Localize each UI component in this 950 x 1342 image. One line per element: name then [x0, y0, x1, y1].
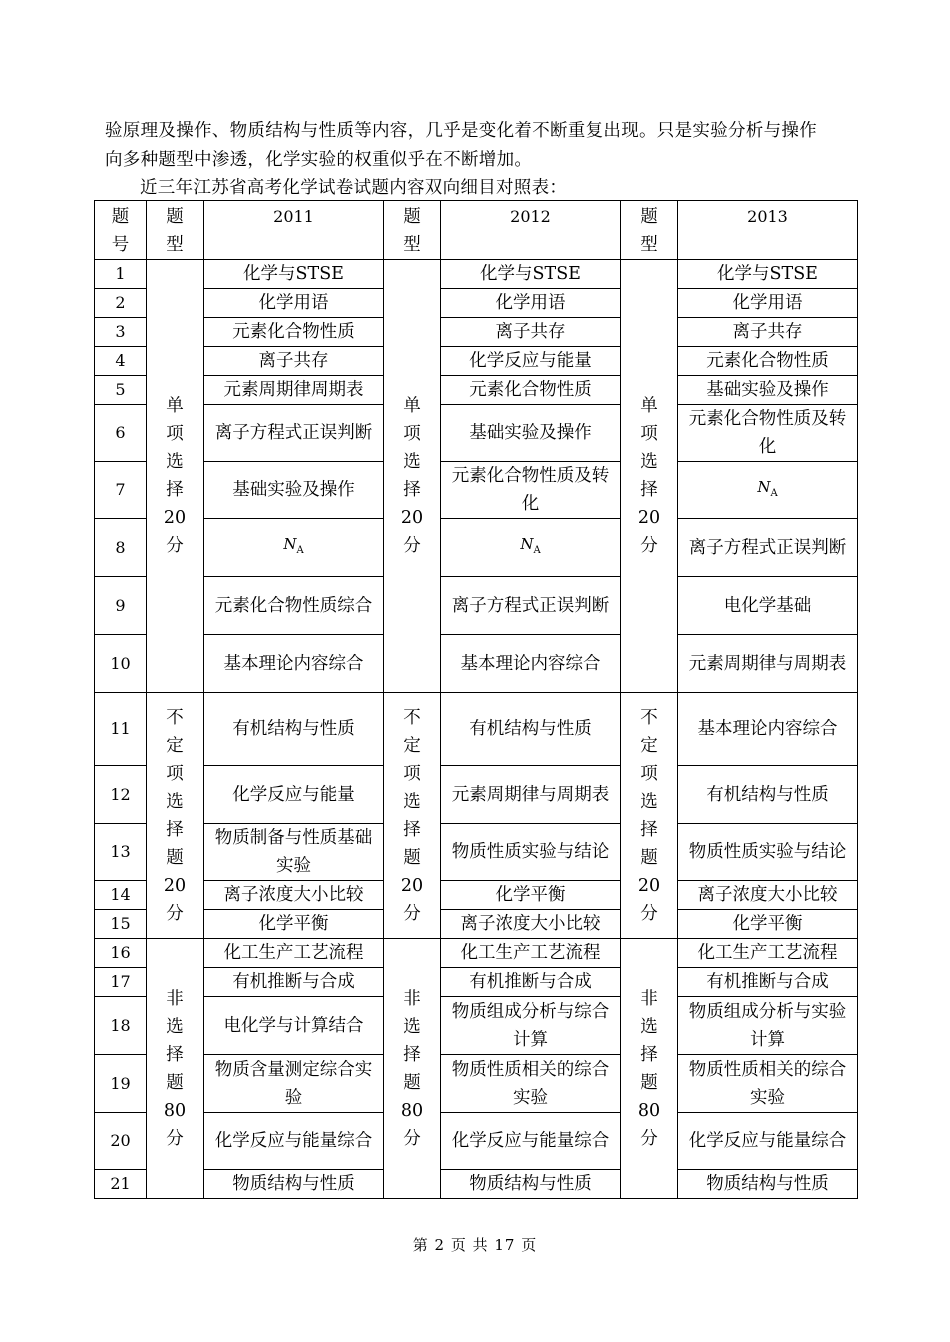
table-row — [95, 1055, 858, 1113]
intro-line-1: 验原理及操作、物质结构与性质等内容，几乎是变化着不断重复出现。只是实验分析与操作 — [105, 121, 817, 141]
cell-q21-c: 物质结构与性质 — [678, 1170, 858, 1199]
avogadro-symbol: $N_A$ — [757, 477, 778, 499]
table-caption: 近三年江苏省高考化学试卷试题内容双向细目对照表： — [140, 178, 568, 198]
table-row — [95, 766, 858, 824]
header-qnum: 题 号 — [95, 201, 147, 260]
cell-q17-b: 有机推断与合成 — [441, 968, 621, 997]
cell-q2-a: 化学用语 — [204, 289, 384, 318]
question-number: 6 — [95, 405, 147, 462]
cell-q6-b: 基础实验及操作 — [441, 405, 621, 462]
cell-q19-c: 物质性质相关的综合实验 — [678, 1055, 858, 1113]
header-qtype-2012: 题 型 — [384, 201, 441, 260]
question-number: 1 — [95, 260, 147, 289]
table-row — [95, 376, 858, 405]
cell-q11-c: 基本理论内容综合 — [678, 693, 858, 766]
cell-q15-b: 离子浓度大小比较 — [441, 910, 621, 939]
cell-q3-a: 元素化合物性质 — [204, 318, 384, 347]
page-footer: 第 2 页 共 17 页 — [412, 1236, 538, 1254]
table-row — [95, 635, 858, 693]
cell-q15-c: 化学平衡 — [678, 910, 858, 939]
table-row — [95, 462, 858, 519]
table-row — [95, 405, 858, 462]
question-number: 8 — [95, 519, 147, 577]
cell-q13-c: 物质性质实验与结论 — [678, 824, 858, 881]
question-number: 11 — [95, 693, 147, 766]
cell-q20-a: 化学反应与能量综合 — [204, 1113, 384, 1170]
table-row — [95, 289, 858, 318]
cell-q5-a: 元素周期律周期表 — [204, 376, 384, 405]
cell-q19-b: 物质性质相关的综合实验 — [441, 1055, 621, 1113]
table-row — [95, 824, 858, 881]
table-row — [95, 910, 858, 939]
cell-q7-c — [678, 462, 858, 519]
cell-q8-b — [441, 519, 621, 577]
question-number: 12 — [95, 766, 147, 824]
question-number: 4 — [95, 347, 147, 376]
cell-q1-b: 化学与STSE — [441, 260, 621, 289]
table-row — [95, 577, 858, 635]
qtype-multi-choice-2013: 不 定 项 选 择 题 20 分 — [621, 693, 678, 939]
cell-q4-a: 离子共存 — [204, 347, 384, 376]
cell-q2-b: 化学用语 — [441, 289, 621, 318]
qtype-non-choice-2011: 非 选 择 题 80 分 — [147, 939, 204, 1199]
table-row — [95, 1113, 858, 1170]
cell-q10-b: 基本理论内容综合 — [441, 635, 621, 693]
cell-q9-b: 离子方程式正误判断 — [441, 577, 621, 635]
table-row — [95, 1170, 858, 1199]
question-number: 21 — [95, 1170, 147, 1199]
table-row — [95, 318, 858, 347]
table-row — [95, 693, 858, 766]
qtype-multi-choice-2011: 不 定 项 选 择 题 20 分 — [147, 693, 204, 939]
cell-q4-c: 元素化合物性质 — [678, 347, 858, 376]
question-number: 20 — [95, 1113, 147, 1170]
cell-q10-a: 基本理论内容综合 — [204, 635, 384, 693]
cell-q1-a: 化学与STSE — [204, 260, 384, 289]
cell-q10-c: 元素周期律与周期表 — [678, 635, 858, 693]
cell-q3-b: 离子共存 — [441, 318, 621, 347]
qtype-single-choice-2013: 单 项 选 择 20 分 — [621, 260, 678, 693]
qtype-multi-choice-2012: 不 定 项 选 择 题 20 分 — [384, 693, 441, 939]
cell-q12-b: 元素周期律与周期表 — [441, 766, 621, 824]
cell-q4-b: 化学反应与能量 — [441, 347, 621, 376]
question-number: 18 — [95, 997, 147, 1055]
cell-q16-a: 化工生产工艺流程 — [204, 939, 384, 968]
cell-q21-b: 物质结构与性质 — [441, 1170, 621, 1199]
question-number: 17 — [95, 968, 147, 997]
cell-q14-b: 化学平衡 — [441, 881, 621, 910]
cell-q18-a: 电化学与计算结合 — [204, 997, 384, 1055]
cell-q6-a: 离子方程式正误判断 — [204, 405, 384, 462]
cell-q9-a: 元素化合物性质综合 — [204, 577, 384, 635]
cell-q16-b: 化工生产工艺流程 — [441, 939, 621, 968]
cell-q16-c: 化工生产工艺流程 — [678, 939, 858, 968]
cell-q18-b: 物质组成分析与综合计算 — [441, 997, 621, 1055]
table-row — [95, 939, 858, 968]
question-number: 19 — [95, 1055, 147, 1113]
cell-q17-a: 有机推断与合成 — [204, 968, 384, 997]
cell-q2-c: 化学用语 — [678, 289, 858, 318]
intro-line-2: 向多种题型中渗透，化学实验的权重似乎在不断增加。 — [105, 150, 533, 170]
question-number: 13 — [95, 824, 147, 881]
cell-q7-a: 基础实验及操作 — [204, 462, 384, 519]
cell-q13-a: 物质制备与性质基础实验 — [204, 824, 384, 881]
cell-q8-a — [204, 519, 384, 577]
table-row — [95, 968, 858, 997]
cell-q3-c: 离子共存 — [678, 318, 858, 347]
cell-q13-b: 物质性质实验与结论 — [441, 824, 621, 881]
qtype-non-choice-2012: 非 选 择 题 80 分 — [384, 939, 441, 1199]
question-number: 9 — [95, 577, 147, 635]
question-number: 14 — [95, 881, 147, 910]
cell-q5-b: 元素化合物性质 — [441, 376, 621, 405]
cell-q12-c: 有机结构与性质 — [678, 766, 858, 824]
cell-q7-b: 元素化合物性质及转化 — [441, 462, 621, 519]
question-number: 2 — [95, 289, 147, 318]
header-qtype-2011: 题 型 — [147, 201, 204, 260]
question-number: 7 — [95, 462, 147, 519]
exam-content-table — [94, 200, 858, 1199]
table-row — [95, 347, 858, 376]
avogadro-symbol: $N_A$ — [520, 535, 541, 556]
cell-q11-b: 有机结构与性质 — [441, 693, 621, 766]
table-row — [95, 881, 858, 910]
avogadro-symbol: $N_A$ — [283, 535, 304, 556]
qtype-non-choice-2013: 非 选 择 题 80 分 — [621, 939, 678, 1199]
cell-q17-c: 有机推断与合成 — [678, 968, 858, 997]
cell-q9-c: 电化学基础 — [678, 577, 858, 635]
cell-q1-c: 化学与STSE — [678, 260, 858, 289]
cell-q14-a: 离子浓度大小比较 — [204, 881, 384, 910]
cell-q11-a: 有机结构与性质 — [204, 693, 384, 766]
header-2013: 2013 — [678, 201, 858, 260]
cell-q8-c: 离子方程式正误判断 — [678, 519, 858, 577]
question-number: 10 — [95, 635, 147, 693]
qtype-single-choice-2011: 单 项 选 择 20 分 — [147, 260, 204, 693]
cell-q21-a: 物质结构与性质 — [204, 1170, 384, 1199]
question-number: 5 — [95, 376, 147, 405]
cell-q5-c: 基础实验及操作 — [678, 376, 858, 405]
cell-q14-c: 离子浓度大小比较 — [678, 881, 858, 910]
table-row — [95, 260, 858, 289]
header-row — [95, 201, 858, 260]
cell-q18-c: 物质组成分析与实验计算 — [678, 997, 858, 1055]
question-number: 3 — [95, 318, 147, 347]
header-2012: 2012 — [441, 201, 621, 260]
question-number: 16 — [95, 939, 147, 968]
table-row — [95, 519, 858, 577]
table-row — [95, 997, 858, 1055]
qtype-single-choice-2012: 单 项 选 择 20 分 — [384, 260, 441, 693]
cell-q19-a: 物质含量测定综合实验 — [204, 1055, 384, 1113]
cell-q6-c: 元素化合物性质及转化 — [678, 405, 858, 462]
cell-q15-a: 化学平衡 — [204, 910, 384, 939]
cell-q20-b: 化学反应与能量综合 — [441, 1113, 621, 1170]
cell-q12-a: 化学反应与能量 — [204, 766, 384, 824]
question-number: 15 — [95, 910, 147, 939]
cell-q20-c: 化学反应与能量综合 — [678, 1113, 858, 1170]
header-qtype-2013: 题 型 — [621, 201, 678, 260]
header-2011: 2011 — [204, 201, 384, 260]
